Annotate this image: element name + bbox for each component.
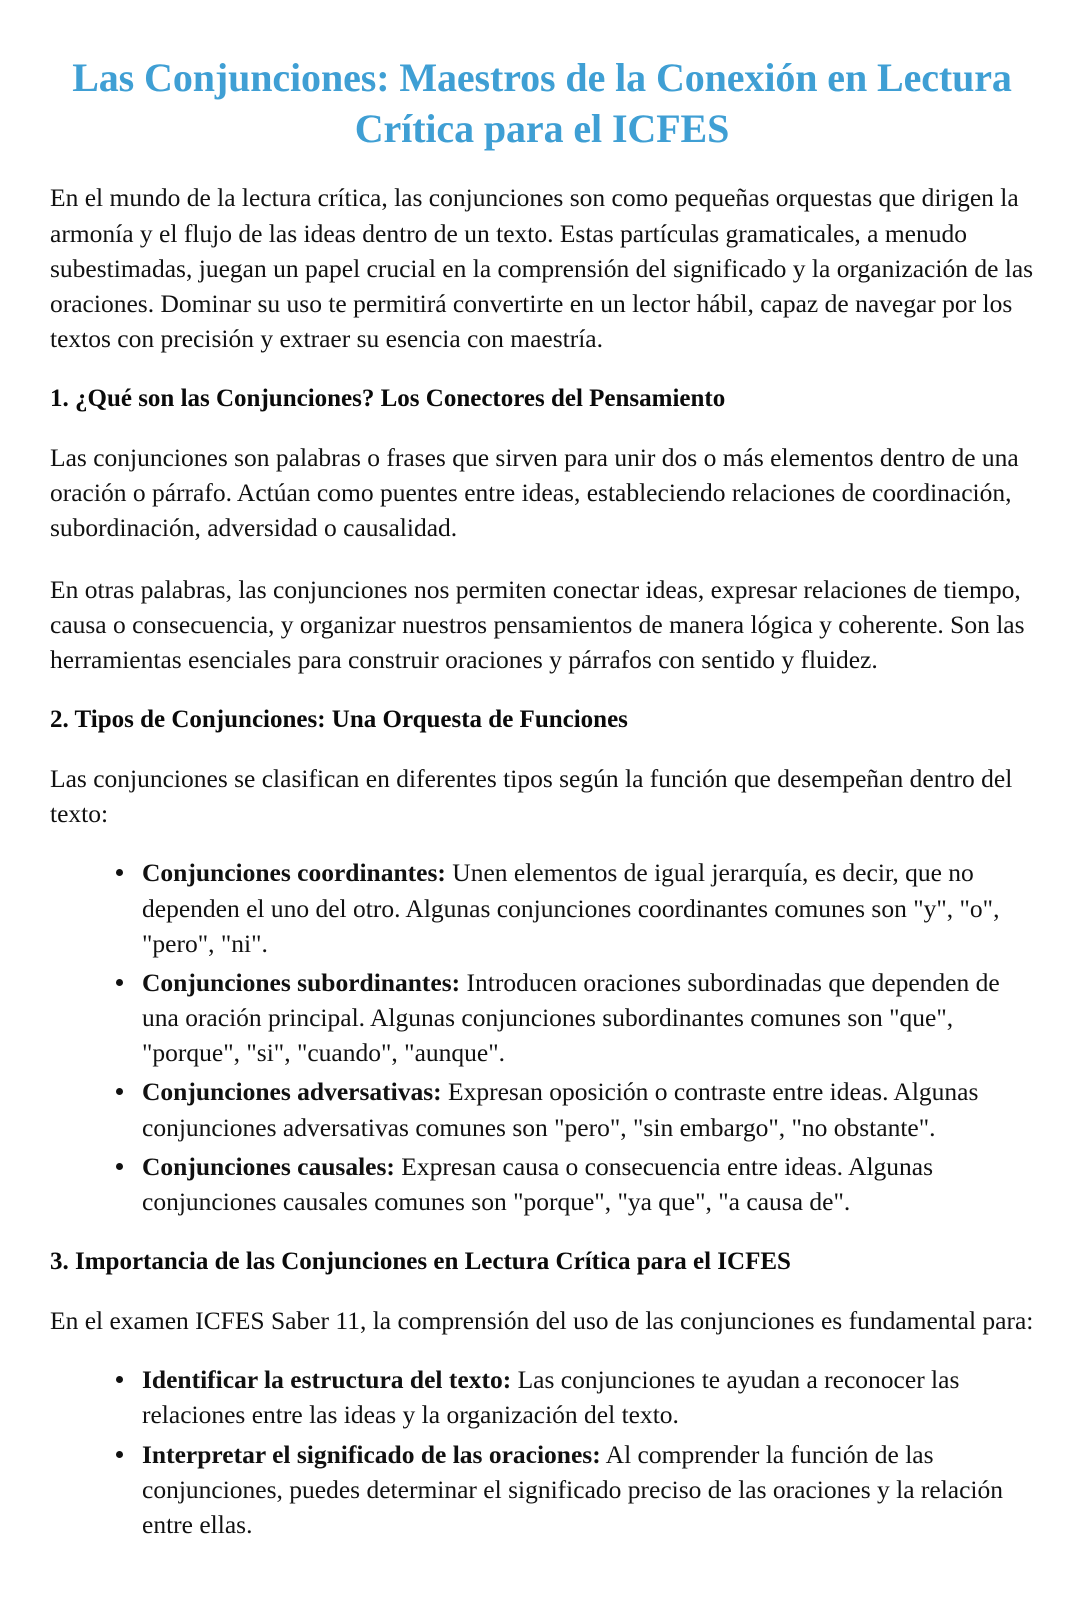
- list-item-lead: Interpretar el significado de las oraciones:: [142, 1439, 601, 1469]
- section-2-paragraph-1: Las conjunciones se clasifican en diferentes tipos según la función que desempeñan dentro del texto:: [50, 763, 1013, 829]
- list-item-text: Unen elementos de igual jerarquía, es decir, que no dependen el uno del otro. Algunas conjunciones coordinantes comunes son "y", "o", "pero", "ni".: [142, 858, 1000, 958]
- intro-paragraph: En el mundo de la lectura crítica, las conjunciones son como pequeñas orquestas que dirigen la armonía y el flujo de las ideas dentro de un texto. Estas partículas gramaticales, a menudo subestimadas, juegan un papel crucial en la comprensión del significado y la organización de las oraciones. Dominar su uso te permitirá convertirte en un lector hábil, capaz de navegar por los textos con precisión y extraer su esencia con maestría.: [50, 183, 1034, 354]
- list-item-text: Expresan causa o consecuencia entre ideas. Algunas conjunciones causales comunes son "porque", "ya que", "a causa de".: [142, 1151, 934, 1216]
- list-item-lead: Conjunciones adversativas:: [142, 1077, 442, 1107]
- list-item-lead: Conjunciones subordinantes:: [142, 967, 461, 997]
- section-1-paragraph-2: En otras palabras, las conjunciones nos permiten conectar ideas, expresar relaciones de tiempo, causa o consecuencia, y organizar nuestros pensamientos de manera lógica y coherente. Son las herramientas esenciales para construir oraciones y párrafos con sentido y fluidez.: [50, 574, 1025, 674]
- section-heading-2: 2. Tipos de Conjunciones: Una Orquesta de Funciones: [50, 706, 628, 734]
- list-item: [114, 1149, 1034, 1219]
- section-heading-3: 3. Importancia de las Conjunciones en Lectura Crítica para el ICFES: [50, 1248, 791, 1276]
- list-item: [114, 1437, 1034, 1543]
- list-item-lead: Conjunciones causales:: [142, 1151, 395, 1181]
- page-title: Las Conjunciones: Maestros de la Conexión en Lectura Crítica para el ICFES: [72, 55, 1012, 152]
- list-item: [114, 1074, 1034, 1144]
- list-item-lead: Conjunciones coordinantes:: [142, 858, 446, 888]
- icfes-importance-list: [50, 1362, 1034, 1542]
- conjunction-types-list: [50, 855, 1034, 1219]
- section-3-paragraph-1: En el examen ICFES Saber 11, la comprensión del uso de las conjunciones es fundamental para:: [50, 1305, 1034, 1335]
- section-heading-1: 1. ¿Qué son las Conjunciones? Los Conectores del Pensamiento: [50, 385, 726, 413]
- list-item-text: Al comprender la función de las conjunciones, puedes determinar el significado preciso de las oraciones y la relación entre ellas.: [142, 1439, 1004, 1539]
- list-item-text: Introducen oraciones subordinadas que dependen de una oración principal. Algunas conjunciones subordinantes comunes son "que", "porque", "si", "cuando", "aunque".: [142, 967, 1000, 1068]
- list-item-text: Las conjunciones te ayudan a reconocer las relaciones entre las ideas y la organización del texto.: [142, 1365, 960, 1430]
- list-item: [114, 1362, 1034, 1432]
- section-1-paragraph-1: Las conjunciones son palabras o frases que sirven para unir dos o más elementos dentro de una oración o párrafo. Actúan como puentes entre ideas, estableciendo relaciones de coordinación, subordinación, adversidad o causalidad.: [50, 443, 1019, 543]
- list-item-lead: Identificar la estructura del texto:: [142, 1365, 512, 1395]
- list-item: [114, 965, 1034, 1071]
- list-item-text: Expresan oposición o contraste entre ideas. Algunas conjunciones adversativas comunes son "pero", "sin embargo", "no obstante".: [142, 1077, 979, 1142]
- list-item: [114, 855, 1034, 961]
